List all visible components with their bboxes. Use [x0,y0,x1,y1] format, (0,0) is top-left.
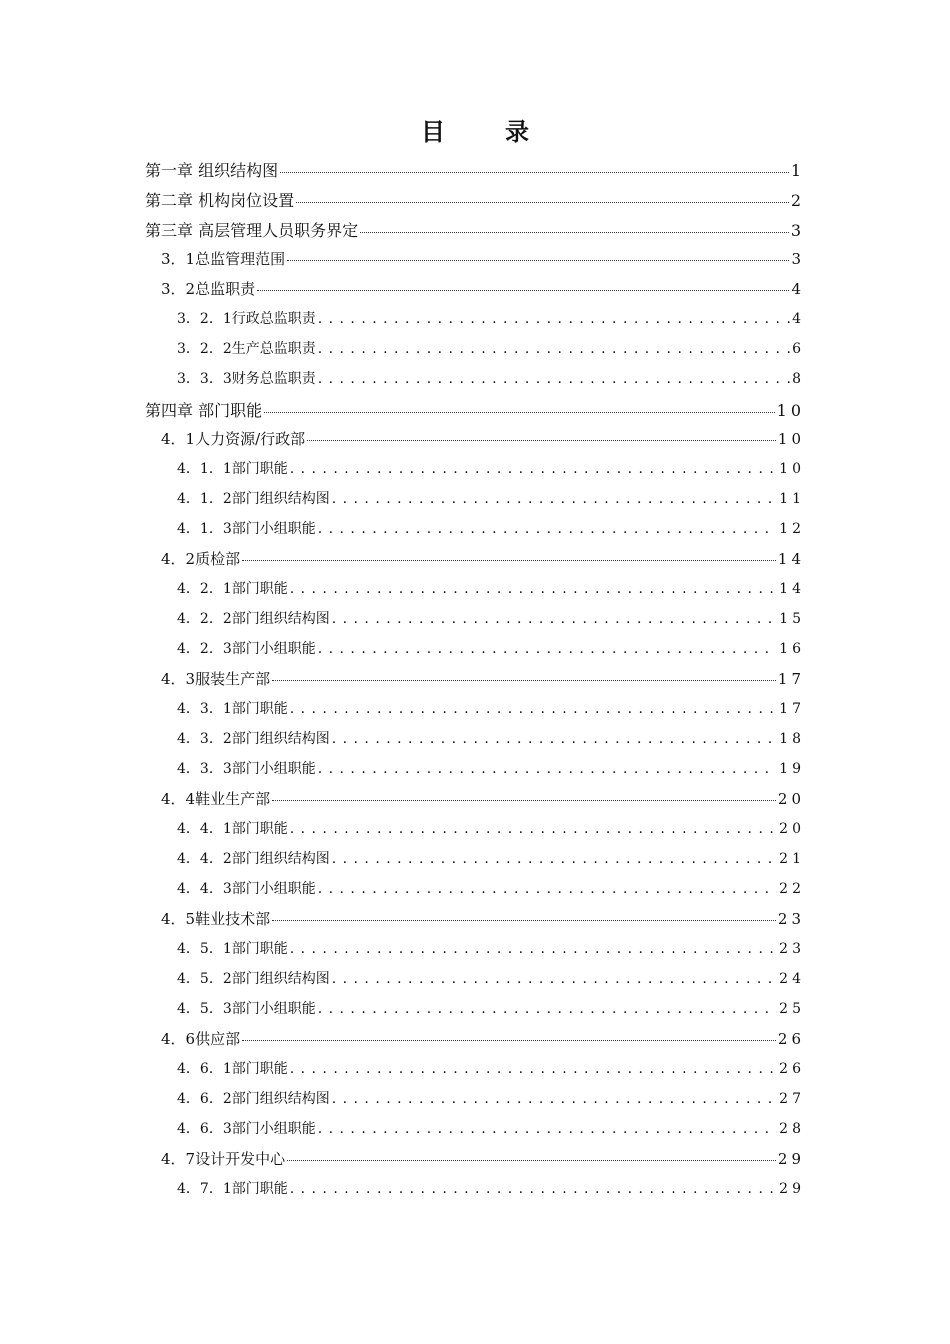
toc-entry[interactable] [145,158,805,181]
toc-entry-label: 4．3服装生产部 [161,670,271,688]
dot-leader [242,559,776,561]
dot-leader [318,998,777,1016]
toc-entry-page-number: 3 [790,221,805,240]
dot-leader [332,968,777,986]
dot-leader [318,368,790,386]
toc-title: 目录 [421,117,589,146]
toc-entry-page-number: 29 [777,1150,805,1168]
toc-entry-label: 4．6．1部门职能 [177,1061,288,1077]
dot-leader [318,638,777,656]
toc-entry-label: 3．3．3财务总监职责 [177,371,316,387]
toc-entry-label: 4．1．1部门职能 [177,461,288,477]
toc-entry[interactable] [177,938,805,959]
toc-entry-page-number: 15 [779,611,805,627]
dot-leader [318,308,790,326]
toc-entry[interactable] [177,338,805,359]
dot-leader [296,201,789,203]
toc-entry[interactable] [145,188,805,211]
toc-entry-page-number: 23 [779,941,805,957]
dot-leader [318,878,777,896]
toc-entry-page-number: 10 [776,401,805,420]
toc-entry-page-number: 12 [779,521,805,537]
toc-entry-page-number: 20 [777,790,805,808]
toc-entry-page-number: 26 [779,1061,805,1077]
toc-entry-label: 4．1．2部门组织结构图 [177,491,330,507]
toc-entry-label: 3．1总监管理范围 [161,250,286,268]
toc-entry[interactable] [177,458,805,479]
dot-leader [290,938,777,956]
dot-leader [264,411,775,413]
toc-entry-page-number: 3 [791,250,805,268]
toc-entry[interactable] [161,668,805,689]
toc-entry[interactable] [145,218,805,241]
dot-leader [290,578,777,596]
toc-entry-page-number: 2 [790,191,805,210]
toc-entry-label: 4．7设计开发中心 [161,1150,286,1168]
toc-entry[interactable] [161,428,805,449]
toc-entry[interactable] [161,1148,805,1169]
toc-entry[interactable] [177,818,805,839]
toc-entry-label: 4．7．1部门职能 [177,1181,288,1197]
toc-entry-page-number: 19 [779,761,805,777]
toc-entry[interactable] [161,908,805,929]
toc-entry-page-number: 10 [779,461,805,477]
dot-leader [280,171,789,173]
toc-entry[interactable] [145,398,805,421]
toc-entry[interactable] [177,848,805,869]
dot-leader [318,758,777,776]
toc-entry[interactable] [177,488,805,509]
toc-entry[interactable] [161,548,805,569]
dot-leader [290,458,777,476]
toc-entry-label: 4．3．3部门小组职能 [177,761,316,777]
toc-entry-label: 第四章 部门职能 [145,401,263,420]
toc-entry[interactable] [177,758,805,779]
toc-entry-label: 4．3．2部门组织结构图 [177,731,330,747]
toc-entry-page-number: 16 [779,641,805,657]
toc-entry[interactable] [177,1088,805,1109]
toc-entry[interactable] [161,788,805,809]
toc-entry-page-number: 26 [777,1030,805,1048]
toc-entry-label: 4．4．2部门组织结构图 [177,851,330,867]
toc-entry-label: 第一章 组织结构图 [145,161,279,180]
toc-entry[interactable] [177,638,805,659]
dot-leader [332,1088,777,1106]
toc-entry-label: 3．2．2生产总监职责 [177,341,316,357]
toc-entry[interactable] [177,1058,805,1079]
toc-entry[interactable] [177,998,805,1019]
dot-leader [290,818,777,836]
toc-entry-page-number: 14 [779,581,805,597]
toc-entry-label: 第二章 机构岗位设置 [145,191,295,210]
dot-leader [257,289,789,291]
dot-leader [307,439,776,441]
toc-entry-page-number: 28 [779,1121,805,1137]
toc-entry-label: 4．4．3部门小组职能 [177,881,316,897]
dot-leader [242,1039,776,1041]
toc-entry-label: 4．6．2部门组织结构图 [177,1091,330,1107]
dot-leader [332,488,777,506]
toc-entry-label: 4．4．1部门职能 [177,821,288,837]
toc-entry-page-number: 29 [779,1181,805,1197]
dot-leader [332,728,777,746]
toc-entry-page-number: 11 [779,491,805,507]
dot-leader [290,1178,777,1196]
toc-entry-page-number: 4 [792,311,805,327]
toc-entry-label: 4．2．2部门组织结构图 [177,611,330,627]
toc-entry-label: 第三章 高层管理人员职务界定 [145,221,359,240]
toc-entry-page-number: 1 [790,161,805,180]
toc-entry-label: 4．4鞋业生产部 [161,790,271,808]
toc-entry[interactable] [177,698,805,719]
toc-entry-label: 4．1人力资源/行政部 [161,430,306,448]
dot-leader [332,848,777,866]
toc-entry-page-number: 14 [777,550,805,568]
toc-entry-page-number: 4 [791,280,805,298]
dot-leader [332,608,777,626]
toc-entry-label: 4．5．3部门小组职能 [177,1001,316,1017]
toc-entry[interactable] [177,518,805,539]
dot-leader [287,1159,776,1161]
toc-entry-page-number: 24 [779,971,805,987]
toc-entry-page-number: 18 [779,731,805,747]
toc-entry[interactable] [177,608,805,629]
toc-entry-page-number: 20 [779,821,805,837]
toc-entry-page-number: 8 [792,371,805,387]
toc-entry[interactable] [177,308,805,329]
dot-leader [287,259,789,261]
toc-entry-label: 4．6．3部门小组职能 [177,1121,316,1137]
toc-entry-page-number: 25 [779,1001,805,1017]
toc-entry-label: 4．5．2部门组织结构图 [177,971,330,987]
dot-leader [290,698,777,716]
toc-entry-page-number: 17 [777,670,805,688]
toc-entry[interactable] [161,248,805,269]
toc-entry-label: 4．2．1部门职能 [177,581,288,597]
toc-entry-page-number: 27 [779,1091,805,1107]
toc-entry-label: 3．2．1行政总监职责 [177,311,316,327]
dot-leader [318,338,790,356]
toc-entry[interactable] [177,968,805,989]
toc-entry-page-number: 6 [792,341,805,357]
dot-leader [290,1058,777,1076]
toc-entry[interactable] [177,728,805,749]
toc-entry-label: 3．2总监职责 [161,280,256,298]
toc-entry-page-number: 22 [779,881,805,897]
toc-entry[interactable] [177,878,805,899]
toc-entry-label: 4．5鞋业技术部 [161,910,271,928]
dot-leader [318,518,777,536]
toc-entry-page-number: 10 [777,430,805,448]
dot-leader [272,799,776,801]
toc-entry[interactable] [161,278,805,299]
toc-entry[interactable] [177,578,805,599]
dot-leader [360,231,789,233]
toc-entry[interactable] [177,1178,805,1199]
toc-entry[interactable] [177,368,805,389]
toc-entry-label: 4．6供应部 [161,1030,241,1048]
dot-leader [272,679,776,681]
toc-entry[interactable] [161,1028,805,1049]
toc-entry-page-number: 23 [777,910,805,928]
toc-entry-label: 4．5．1部门职能 [177,941,288,957]
toc-entry-page-number: 17 [779,701,805,717]
toc-entry[interactable] [177,1118,805,1139]
toc-entry-label: 4．2．3部门小组职能 [177,641,316,657]
toc-entry-label: 4．2质检部 [161,550,241,568]
toc-entry-page-number: 21 [779,851,805,867]
toc-entry-label: 4．1．3部门小组职能 [177,521,316,537]
dot-leader [318,1118,777,1136]
dot-leader [272,919,776,921]
toc-entry-label: 4．3．1部门职能 [177,701,288,717]
